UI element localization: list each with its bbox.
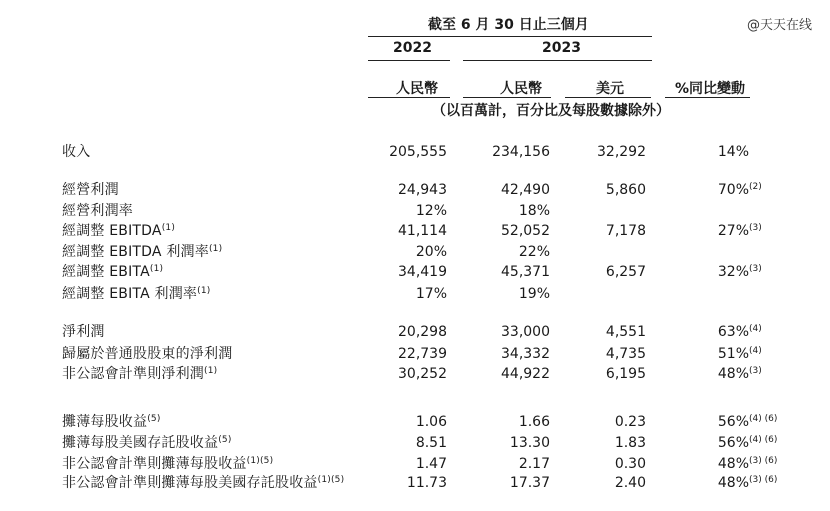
- table-row: [0, 242, 830, 262]
- value-usd: 5,860: [605, 182, 646, 198]
- row-label-footnote: (5): [147, 414, 161, 424]
- yoy-footnote: (4): [749, 346, 762, 356]
- value-usd: 0.23: [614, 414, 646, 430]
- table-row: [0, 180, 830, 200]
- value-2023: 45,371: [501, 264, 550, 280]
- yoy-change: 56%$^{(4) (6)}$: [717, 414, 778, 430]
- row-label-footnote: (1): [208, 244, 223, 254]
- row-label: 歸屬於普通股股東的淨利潤: [62, 346, 233, 362]
- row-label: 攤薄每股美國存託股收益$^{(5)}$: [62, 435, 232, 451]
- row-label: 經營利潤: [62, 182, 119, 198]
- col2-divider: [463, 97, 551, 98]
- yoy-change: 14%: [717, 144, 749, 160]
- value-usd: 4,735: [605, 346, 646, 362]
- table-row: [0, 142, 830, 162]
- table-row: [0, 221, 830, 241]
- yoy-change: 56%$^{(4) (6)}$: [717, 435, 778, 451]
- col3-divider: [565, 97, 651, 98]
- currency-rmb-2022-header: 人民幣: [396, 81, 438, 97]
- value-2023: 42,490: [501, 182, 550, 198]
- value-usd: 32,292: [597, 144, 646, 160]
- value-2023: 34,332: [501, 346, 550, 362]
- table-row: [0, 322, 830, 342]
- value-2022: 20%: [415, 244, 447, 260]
- row-label: 非公認會計準則攤薄每股美國存託股收益$^{(1)(5)}$: [62, 475, 345, 491]
- value-2022: 41,114: [398, 223, 447, 239]
- value-2022: 12%: [415, 203, 447, 219]
- value-2022: 1.06: [415, 414, 447, 430]
- value-usd: 6,257: [605, 264, 646, 280]
- value-usd: 0.30: [614, 456, 646, 472]
- value-2023: 19%: [518, 286, 550, 302]
- yoy-footnote: (4) (6): [749, 414, 778, 424]
- yoy-change: 48%$^{(3) (6)}$: [717, 456, 778, 472]
- value-2023: 1.66: [518, 414, 550, 430]
- row-label: 非公認會計準則淨利潤$^{(1)}$: [62, 366, 218, 382]
- yoy-footnote: (3): [749, 223, 762, 233]
- table-row: [0, 201, 830, 221]
- table-row: [0, 473, 830, 493]
- value-usd: 1.83: [614, 435, 646, 451]
- row-label-footnote: (1): [161, 223, 176, 233]
- value-2022: 11.73: [406, 475, 447, 491]
- year-2023-divider: [463, 60, 652, 61]
- table-row: [0, 364, 830, 384]
- row-label-footnote: (1)(5): [317, 475, 345, 485]
- table-row: [0, 454, 830, 474]
- table-row: [0, 433, 830, 453]
- year-2023-header: 2023: [542, 40, 581, 56]
- row-label: 攤薄每股收益$^{(5)}$: [62, 414, 161, 430]
- year-2022-header: 2022: [393, 40, 432, 56]
- row-label-footnote: (1): [204, 366, 218, 376]
- row-label-footnote: (5): [218, 435, 232, 445]
- yoy-change: 48%$^{(3) (6)}$: [717, 475, 778, 491]
- table-row: [0, 262, 830, 282]
- row-label: 經調整 EBITA$^{(1)}$: [62, 264, 164, 280]
- yoy-change-header: %同比變動: [675, 81, 746, 97]
- col1-divider: [368, 97, 450, 98]
- value-2022: 8.51: [415, 435, 447, 451]
- currency-usd-header: 美元: [596, 81, 624, 97]
- currency-rmb-2023-header: 人民幣: [500, 81, 542, 97]
- header-divider: [368, 36, 652, 37]
- period-header: 截至 6 月 30 日止三個月: [428, 17, 589, 33]
- yoy-footnote: (3) (6): [749, 456, 778, 466]
- row-label: 淨利潤: [62, 324, 105, 340]
- yoy-change: 63%$^{(4)}$: [717, 324, 762, 340]
- row-label: 經營利潤率: [62, 203, 133, 219]
- value-2022: 34,419: [398, 264, 447, 280]
- value-2023: 18%: [518, 203, 550, 219]
- yoy-footnote: (4): [749, 324, 762, 334]
- value-2023: 234,156: [492, 144, 550, 160]
- value-2022: 205,555: [389, 144, 447, 160]
- row-label: 收入: [62, 144, 91, 160]
- value-usd: 7,178: [605, 223, 646, 239]
- table-row: [0, 344, 830, 364]
- value-2022: 20,298: [398, 324, 447, 340]
- yoy-footnote: (2): [749, 182, 762, 192]
- value-usd: 4,551: [605, 324, 646, 340]
- row-label-footnote: (1)(5): [246, 456, 274, 466]
- value-2022: 30,252: [398, 366, 447, 382]
- watermark: @天天在线: [747, 18, 813, 33]
- value-2022: 24,943: [398, 182, 447, 198]
- value-usd: 2.40: [614, 475, 646, 491]
- value-2023: 44,922: [501, 366, 550, 382]
- value-2022: 22,739: [398, 346, 447, 362]
- row-label: 非公認會計準則攤薄每股收益$^{(1)(5)}$: [62, 456, 274, 472]
- yoy-change: 27%$^{(3)}$: [717, 223, 762, 239]
- yoy-change: 70%$^{(2)}$: [717, 182, 762, 198]
- row-label-footnote: (1): [149, 264, 164, 274]
- table-row: [0, 412, 830, 432]
- value-2023: 17.37: [509, 475, 550, 491]
- year-2022-divider: [368, 60, 450, 61]
- value-2022: 17%: [415, 286, 447, 302]
- value-2023: 2.17: [518, 456, 550, 472]
- value-2023: 33,000: [501, 324, 550, 340]
- value-2023: 13.30: [509, 435, 550, 451]
- row-label: 經調整 EBITA 利潤率$^{(1)}$: [62, 286, 211, 302]
- yoy-change: 32%$^{(3)}$: [717, 264, 762, 280]
- row-label-footnote: (1): [197, 286, 211, 296]
- yoy-change: 51%$^{(4)}$: [717, 346, 762, 362]
- unit-note: （以百萬計，百分比及每股數據除外）: [432, 103, 670, 119]
- value-2023: 22%: [518, 244, 550, 260]
- value-2023: 52,052: [501, 223, 550, 239]
- row-label: 經調整 EBITDA 利潤率$^{(1)}$: [62, 244, 223, 260]
- value-usd: 6,195: [605, 366, 646, 382]
- table-row: [0, 284, 830, 304]
- yoy-footnote: (3): [749, 264, 762, 274]
- row-label: 經調整 EBITDA$^{(1)}$: [62, 223, 176, 239]
- yoy-footnote: (3): [749, 366, 762, 376]
- col4-divider: [665, 97, 750, 98]
- yoy-footnote: (4) (6): [749, 435, 778, 445]
- yoy-change: 48%$^{(3)}$: [717, 366, 762, 382]
- yoy-footnote: (3) (6): [749, 475, 778, 485]
- value-2022: 1.47: [415, 456, 447, 472]
